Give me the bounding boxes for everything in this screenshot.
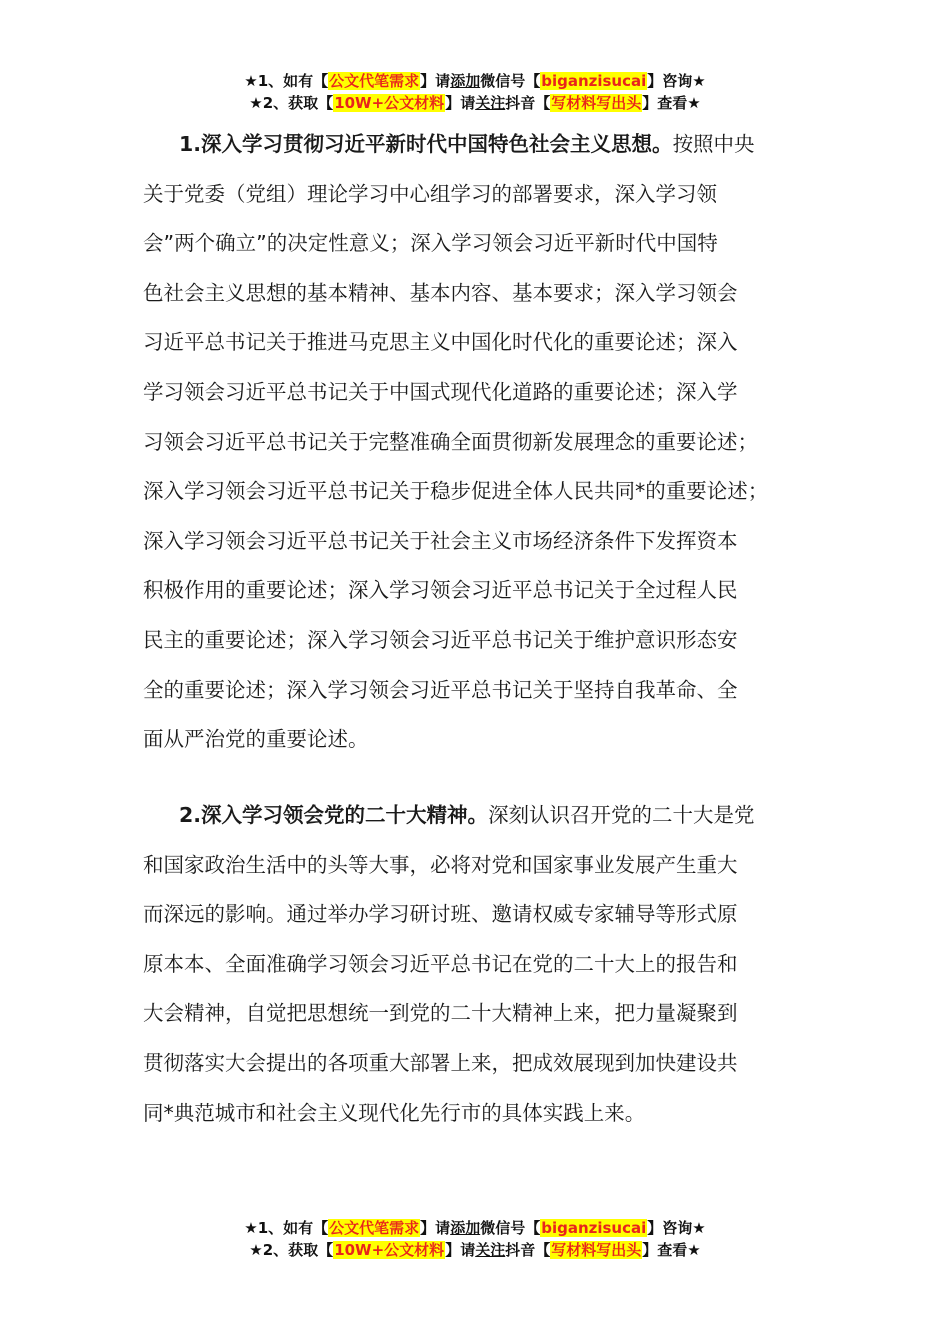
banner-highlight: 公文代笔需求: [329, 1219, 420, 1237]
banner-emphasis: 关注: [475, 94, 506, 112]
banner-prefix: ★1、如有【: [244, 72, 329, 90]
paragraph-line: 关于党委（党组）理论学习中心组学习的部署要求，深入学习领: [143, 181, 717, 206]
footer-banner-line-2: [0, 1239, 950, 1261]
paragraph-line: 和国家政治生活中的头等大事，必将对党和国家事业发展产生重大: [143, 852, 738, 877]
paragraph-line: [143, 120, 828, 170]
paragraph-line: 积极作用的重要论述；深入学习领会习近平总书记关于全过程人民: [143, 578, 738, 603]
paragraph-line: 深入学习领会习近平总书记关于稳步促进全体人民共同*的重要论述；: [143, 479, 769, 504]
paragraph-line: 习近平总书记关于推进马克思主义中国化时代化的重要论述；深入: [143, 330, 738, 355]
banner-emphasis: 添加: [450, 1219, 481, 1237]
banner-text: 抖音【: [505, 94, 551, 112]
banner-prefix: ★2、获取【: [249, 94, 334, 112]
banner-text: 抖音【: [505, 1241, 551, 1259]
paragraph-line: 民主的重要论述；深入学习领会习近平总书记关于维护意识形态安: [143, 627, 738, 652]
banner-highlight: biganzisucai: [541, 1219, 647, 1237]
header-banner-line-2: [0, 92, 950, 114]
footer-banner-line-1: [0, 1217, 950, 1239]
banner-suffix: 】咨询★: [647, 1219, 706, 1237]
banner-highlight: 公文代笔需求: [329, 72, 420, 90]
footer-banner: [0, 1217, 950, 1261]
paragraph-1: [143, 120, 828, 765]
paragraph-line: 原本本、全面准确学习领会习近平总书记在党的二十大上的报告和: [143, 951, 738, 976]
paragraph-line: 贯彻落实大会提出的各项重大部署上来，把成效展现到加快建设共: [143, 1050, 738, 1075]
paragraph-line: 面从严治党的重要论述。: [143, 727, 369, 752]
paragraph-lead: 2.深入学习领会党的二十大精神。: [179, 803, 489, 827]
paragraph-line: 同*典范城市和社会主义现代化先行市的具体实践上来。: [143, 1100, 646, 1125]
banner-highlight: 写材料写出头: [551, 94, 642, 112]
paragraph-line-text: 按照中央: [672, 132, 755, 156]
banner-text: 】请: [420, 1219, 451, 1237]
paragraph-line: 大会精神，自觉把思想统一到党的二十大精神上来，把力量凝聚到: [143, 1001, 738, 1026]
banner-text: 微信号【: [480, 1219, 541, 1237]
header-banner-line-1: [0, 70, 950, 92]
banner-highlight: 10W+公文材料: [334, 94, 445, 112]
banner-prefix: ★1、如有【: [244, 1219, 329, 1237]
banner-emphasis: 添加: [450, 72, 481, 90]
banner-suffix: 】查看★: [642, 1241, 701, 1259]
banner-text: 】请: [445, 94, 476, 112]
paragraph-line: 色社会主义思想的基本精神、基本内容、基本要求；深入学习领会: [143, 280, 738, 305]
banner-prefix: ★2、获取【: [249, 1241, 334, 1259]
banner-suffix: 】咨询★: [647, 72, 706, 90]
banner-highlight: 写材料写出头: [551, 1241, 642, 1259]
paragraph-line: 习领会习近平总书记关于完整准确全面贯彻新发展理念的重要论述；: [143, 429, 758, 454]
paragraph-line: [143, 791, 828, 841]
paragraph-line: 学习领会习近平总书记关于中国式现代化道路的重要论述；深入学: [143, 379, 738, 404]
banner-emphasis: 关注: [475, 1241, 506, 1259]
paragraph-line-text: 深刻认识召开党的二十大是党: [488, 803, 755, 827]
banner-text: 】请: [445, 1241, 476, 1259]
paragraph-2: [143, 791, 828, 1138]
banner-text: 微信号【: [480, 72, 541, 90]
header-banner: [0, 70, 950, 114]
paragraph-line: 会”两个确立”的决定性意义；深入学习领会习近平新时代中国特: [143, 231, 718, 256]
banner-suffix: 】查看★: [642, 94, 701, 112]
banner-text: 】请: [420, 72, 451, 90]
paragraph-lead: 1.深入学习贯彻习近平新时代中国特色社会主义思想。: [179, 132, 673, 156]
paragraph-line: 而深远的影响。通过举办学习研讨班、邀请权威专家辅导等形式原: [143, 902, 738, 927]
banner-highlight: biganzisucai: [541, 72, 647, 90]
paragraph-line: 深入学习领会习近平总书记关于社会主义市场经济条件下发挥资本: [143, 528, 738, 553]
paragraph-line: 全的重要论述；深入学习领会习近平总书记关于坚持自我革命、全: [143, 677, 738, 702]
banner-highlight: 10W+公文材料: [334, 1241, 445, 1259]
